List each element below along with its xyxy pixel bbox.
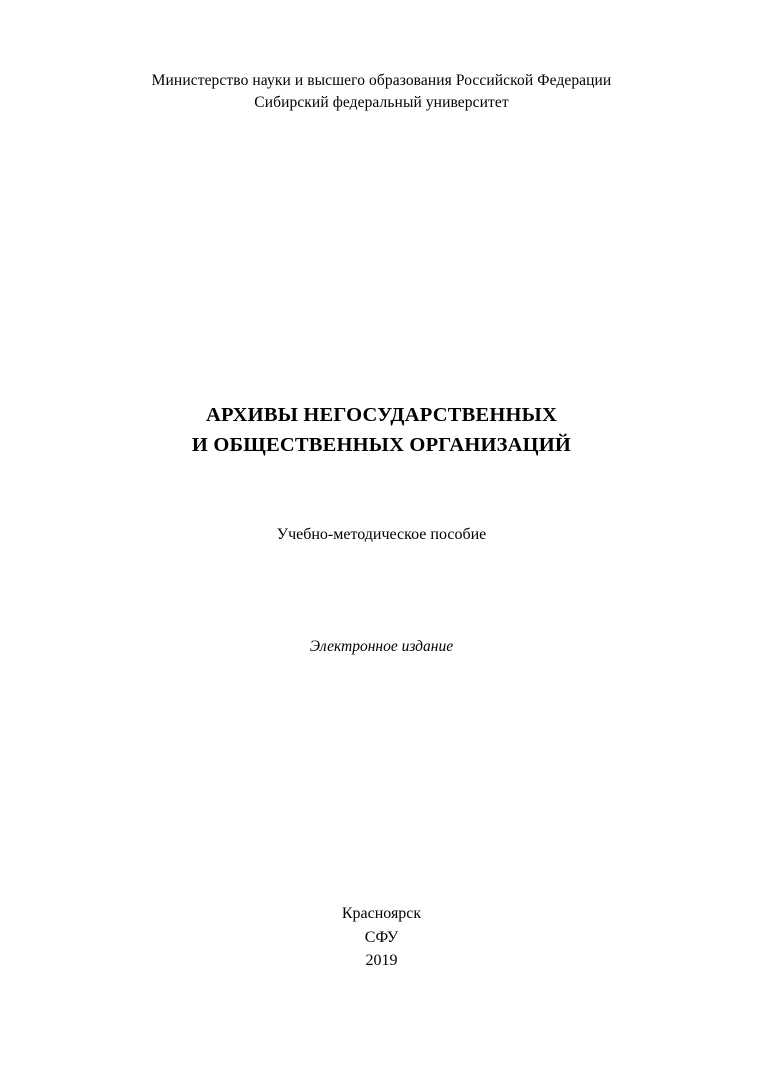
page-subtitle <box>0 524 763 546</box>
imprint-city: Красноярск <box>341 905 422 922</box>
imprint <box>0 902 763 973</box>
title-line-2: И ОБЩЕСТВЕННЫХ ОРГАНИЗАЦИЙ <box>191 434 572 456</box>
edition-line: Электронное издание <box>309 638 454 655</box>
edition-note <box>0 636 763 658</box>
subtitle-line: Учебно-методическое пособие <box>276 526 487 543</box>
university-line: Сибирский федеральный университет <box>254 94 509 111</box>
ministry-line: Министерство науки и высшего образования Российской Федерации <box>151 72 612 89</box>
title-line-1: АРХИВЫ НЕГОСУДАРСТВЕННЫХ <box>206 404 557 426</box>
imprint-publisher: СФУ <box>364 928 399 946</box>
page-title <box>0 400 763 460</box>
imprint-year: 2019 <box>365 952 398 969</box>
publisher-header <box>0 70 763 114</box>
